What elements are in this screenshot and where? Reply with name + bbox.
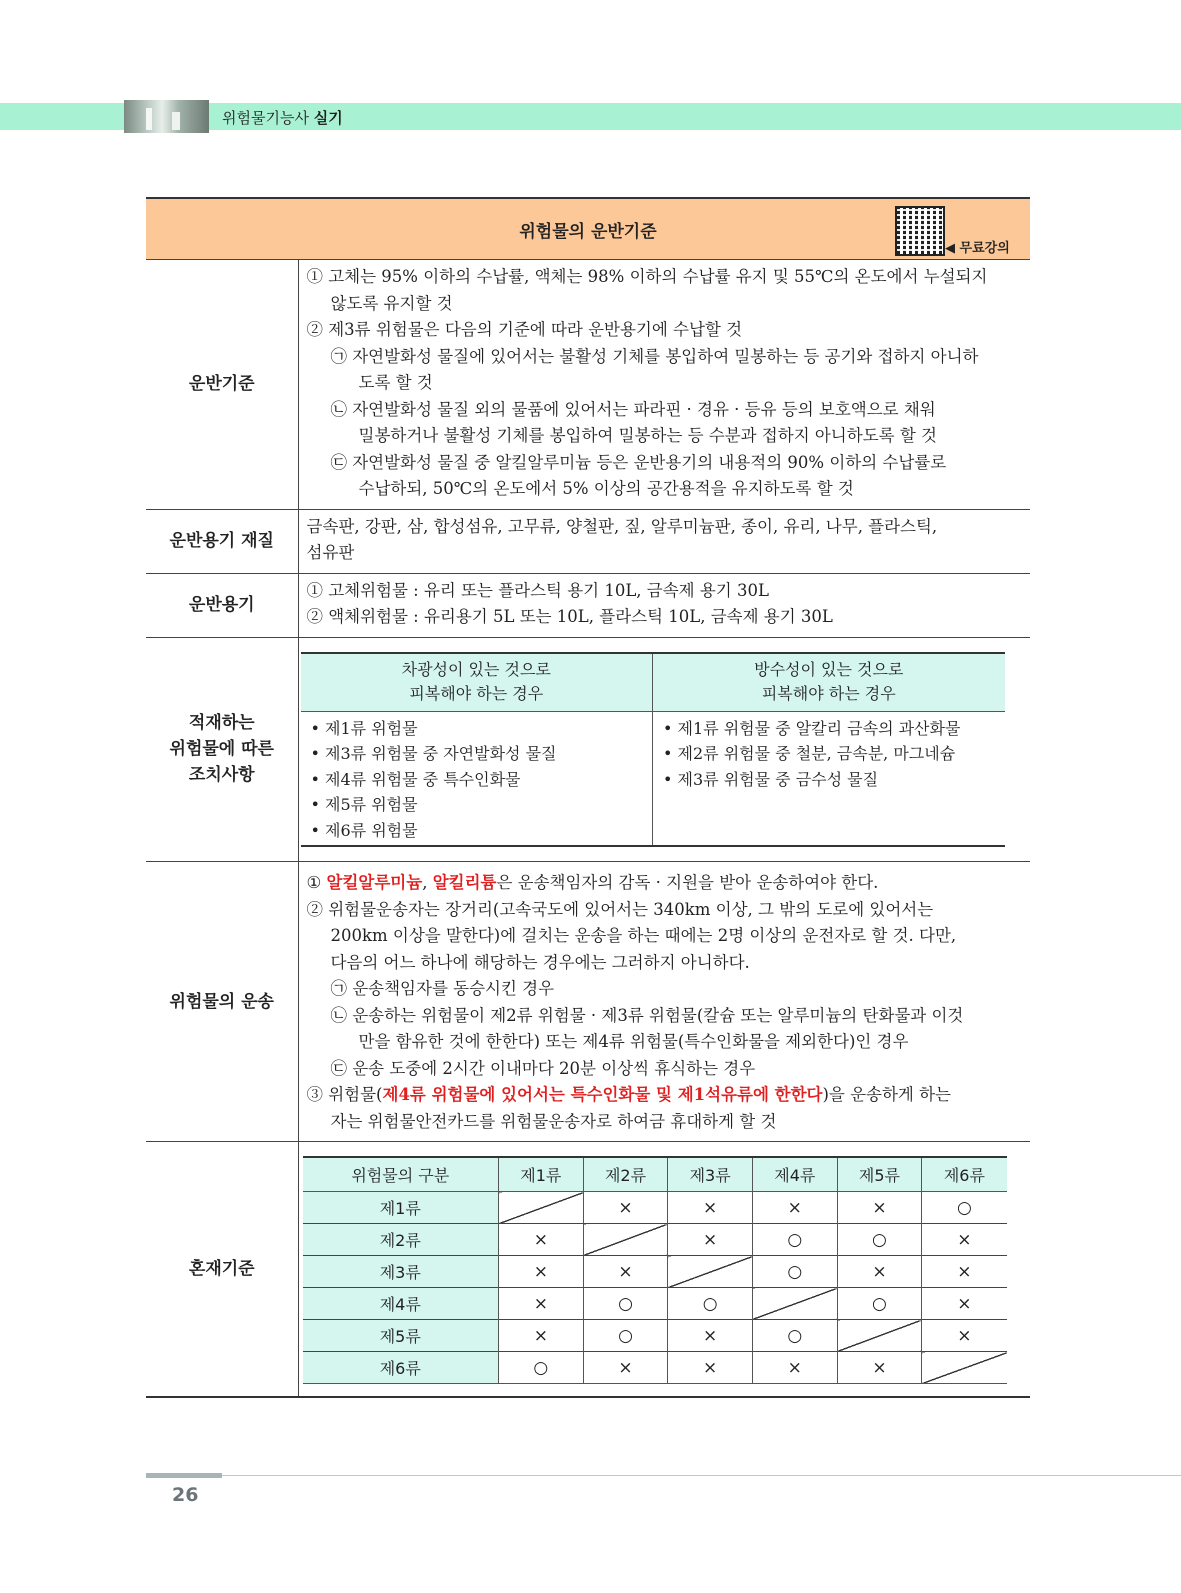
row-header: 제4류 (303, 1288, 499, 1320)
matrix-cell: × (922, 1256, 1007, 1288)
matrix-cell: × (583, 1192, 668, 1224)
criteria-line: 않도록 유지할 것 (330, 293, 453, 313)
matrix-cell: ○ (837, 1288, 922, 1320)
table-row (303, 1352, 1007, 1384)
highlight-text: 알킬리튬 (432, 873, 497, 892)
row-header: 제1류 (303, 1192, 499, 1224)
mixing-content (298, 1142, 1030, 1398)
table-title: 위험물의 운반기준 (519, 221, 657, 242)
table-title-cell (146, 198, 1030, 260)
container-line: ① 고체위험물 : 유리 또는 플라스틱 용기 10L, 금속제 용기 30L (306, 580, 769, 600)
matrix-cell: × (752, 1352, 837, 1384)
col-header: 제1류 (499, 1157, 584, 1192)
criteria-line: ① 고체는 95% 이하의 수납률, 액체는 98% 이하의 수납률 유지 및 55℃의 온도에서 누설되지 (306, 267, 988, 286)
matrix-cell: × (499, 1288, 584, 1320)
light-shield-header: 차광성이 있는 것으로 피복해야 하는 경우 (301, 653, 653, 712)
transport-line: 200km 이상을 말한다)에 걸치는 운송을 하는 때에는 2명 이상의 운전자로 할 것. 다만, (330, 926, 957, 945)
mixing-matrix (303, 1156, 1007, 1384)
row-header: 제6류 (303, 1352, 499, 1384)
matrix-cell: × (499, 1256, 584, 1288)
list-item: • 제3류 위험물 중 자연발화성 물질 (310, 744, 557, 763)
table-row (303, 1224, 1007, 1256)
criteria-line: 도록 할 것 (358, 373, 433, 392)
table-row (303, 1256, 1007, 1288)
matrix-cell: ○ (837, 1224, 922, 1256)
criteria-line: 밀봉하거나 불활성 기체를 봉입하여 밀봉하는 등 수분과 접하지 아니하도록 할 것 (358, 426, 937, 445)
list-item: • 제2류 위험물 중 철분, 금속분, 마그네슘 (663, 744, 956, 763)
page-number: 26 (172, 1484, 199, 1506)
matrix-cell: × (752, 1192, 837, 1224)
loading-content (298, 637, 1030, 862)
book-title: 위험물기능사 실기 (222, 109, 343, 127)
label-transport: 위험물의 운송 (146, 862, 298, 1142)
col-header: 제4류 (752, 1157, 837, 1192)
matrix-cell: × (837, 1192, 922, 1224)
list-item: • 제3류 위험물 중 금수성 물질 (663, 769, 879, 789)
matrix-cell: ○ (922, 1192, 1007, 1224)
matrix-cell: ○ (583, 1288, 668, 1320)
diagonal-cell (752, 1288, 837, 1320)
transport-criteria-table (146, 197, 1030, 1398)
transport-content (298, 862, 1030, 1142)
matrix-cell: × (922, 1288, 1007, 1320)
transport-line: ① 알킬알루미늄, 알킬리튬은 운송책임자의 감독 · 지원을 받아 운송하여야 한다. (306, 873, 879, 892)
col-header: 제5류 (837, 1157, 922, 1192)
label-mixing: 혼재기준 (146, 1142, 298, 1398)
col-header: 제6류 (922, 1157, 1007, 1192)
transport-line: ② 위험물운송자는 장거리(고속국도에 있어서는 340km 이상, 그 밖의 도로에 있어서는 (306, 899, 934, 919)
free-lecture-label[interactable]: ◀ 무료강의 (945, 241, 1010, 256)
criteria-line: ② 제3류 위험물은 다음의 기준에 따라 운반용기에 수납할 것 (306, 320, 743, 339)
light-shield-list (301, 711, 653, 846)
matrix-cell: ○ (499, 1352, 584, 1384)
row-header: 제5류 (303, 1320, 499, 1352)
matrix-cell: ○ (752, 1320, 837, 1352)
container-content (298, 573, 1030, 637)
matrix-cell: × (668, 1352, 753, 1384)
diagonal-cell (837, 1320, 922, 1352)
header-photo (124, 100, 209, 133)
material-content (298, 509, 1030, 573)
label-material: 운반용기 재질 (146, 509, 298, 573)
matrix-cell: × (583, 1352, 668, 1384)
diagonal-cell (583, 1224, 668, 1256)
list-item: • 제1류 위험물 (310, 718, 418, 738)
matrix-cell: ○ (583, 1320, 668, 1352)
qr-code-icon[interactable] (895, 206, 945, 256)
col-header: 제2류 (583, 1157, 668, 1192)
label-criteria: 운반기준 (146, 260, 298, 510)
matrix-cell: × (922, 1224, 1007, 1256)
waterproof-list (653, 711, 1005, 846)
transport-line: ③ 위험물(제4류 위험물에 있어서는 특수인화물 및 제1석유류에 한한다)을 운송하게 하는 (306, 1085, 951, 1104)
label-container: 운반용기 (146, 573, 298, 637)
matrix-cell: × (668, 1224, 753, 1256)
highlight-text: 알킬알루미늄 (326, 873, 423, 892)
matrix-cell: × (668, 1192, 753, 1224)
row-header: 제2류 (303, 1224, 499, 1256)
matrix-cell: × (837, 1256, 922, 1288)
row-header: 제3류 (303, 1256, 499, 1288)
covering-table (301, 652, 1005, 848)
matrix-cell: × (499, 1320, 584, 1352)
diagonal-cell (922, 1352, 1007, 1384)
matrix-cell: ○ (752, 1224, 837, 1256)
transport-line: ㉢ 운송 도중에 2시간 이내마다 20분 이상씩 휴식하는 경우 (330, 1058, 756, 1078)
list-item: • 제1류 위험물 중 알칼리 금속의 과산화물 (663, 718, 961, 738)
highlight-text: 제4류 위험물에 있어서는 특수인화물 및 제1석유류에 한한다 (382, 1085, 823, 1104)
material-line: 금속판, 강판, 삼, 합성섬유, 고무류, 양철판, 짚, 알루미늄판, 종이, 유리, 나무, 플라스틱, (306, 516, 938, 536)
waterproof-header: 방수성이 있는 것으로 피복해야 하는 경우 (653, 653, 1005, 712)
transport-line: 다음의 어느 하나에 해당하는 경우에는 그러하지 아니하다. (330, 952, 750, 972)
list-item: • 제5류 위험물 (310, 795, 418, 814)
table-row (303, 1192, 1007, 1224)
criteria-line: 수납하되, 50℃의 온도에서 5% 이상의 공간용적을 유지하도록 할 것 (358, 479, 854, 498)
label-loading: 적재하는 위험물에 따른 조치사항 (146, 637, 298, 862)
matrix-cell: × (499, 1224, 584, 1256)
criteria-content (298, 260, 1030, 510)
criteria-line: ㉡ 자연발화성 물질 외의 물품에 있어서는 파라핀 · 경유 · 등유 등의 보호액으로 채워 (330, 399, 936, 419)
diagonal-cell (499, 1192, 584, 1224)
matrix-cell: × (922, 1320, 1007, 1352)
criteria-line: ㉢ 자연발화성 물질 중 알킬알루미늄 등은 운반용기의 내용적의 90% 이하의 수납률로 (330, 452, 947, 472)
matrix-cell: × (583, 1256, 668, 1288)
footer-line (146, 1475, 1181, 1476)
matrix-cell: × (668, 1320, 753, 1352)
list-item: • 제6류 위험물 (310, 820, 418, 840)
transport-line: ㉠ 운송책임자를 동승시킨 경우 (330, 979, 555, 998)
matrix-cell: ○ (752, 1256, 837, 1288)
table-row (303, 1320, 1007, 1352)
footer-bar (146, 1473, 222, 1478)
material-line: 섬유판 (306, 543, 355, 562)
matrix-cell: × (837, 1352, 922, 1384)
transport-line: ㉡ 운송하는 위험물이 제2류 위험물 · 제3류 위험물(칼슘 또는 알루미늄의 탄화물과 이것 (330, 1005, 964, 1025)
transport-line: 만을 함유한 것에 한한다) 또는 제4류 위험물(특수인화물을 제외한다)인 경우 (358, 1032, 909, 1051)
transport-line: 자는 위험물안전카드를 위험물운송자로 하여금 휴대하게 할 것 (330, 1111, 777, 1131)
matrix-corner: 위험물의 구분 (303, 1157, 499, 1192)
table-row (303, 1288, 1007, 1320)
container-line: ② 액체위험물 : 유리용기 5L 또는 10L, 플라스틱 10L, 금속제 용기 30L (306, 607, 833, 626)
criteria-line: ㉠ 자연발화성 물질에 있어서는 불활성 기체를 봉입하여 밀봉하는 등 공기와 접하지 아니하 (330, 346, 979, 366)
diagonal-cell (668, 1256, 753, 1288)
matrix-cell: ○ (668, 1288, 753, 1320)
col-header: 제3류 (668, 1157, 753, 1192)
list-item: • 제4류 위험물 중 특수인화물 (310, 769, 521, 789)
